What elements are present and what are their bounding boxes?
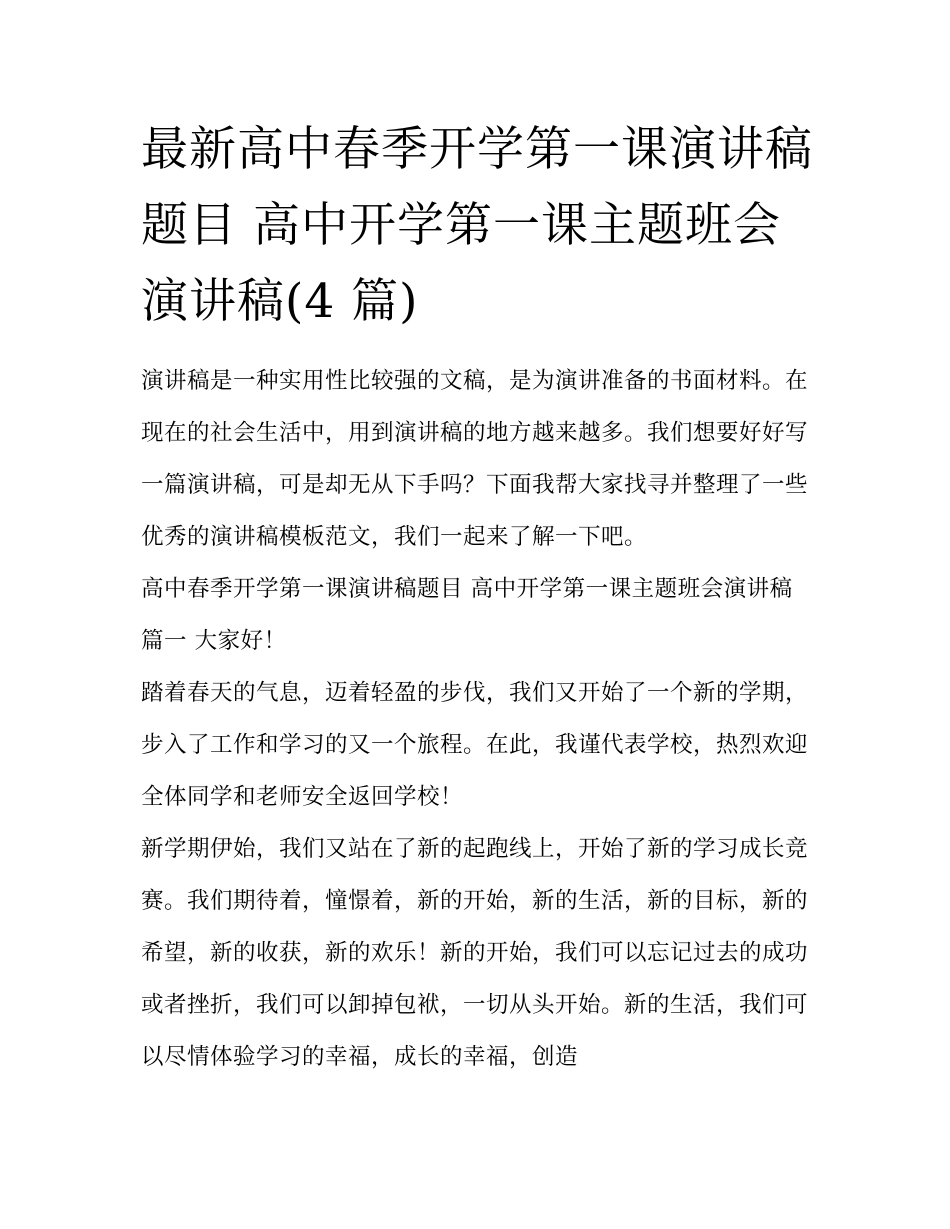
document-content [141,112,813,1083]
document-body [141,355,813,1083]
section-heading-paragraph: 高中春季开学第一课演讲稿题目 高中开学第一课主题班会演讲稿篇一 大家好！ [141,576,793,654]
document-title: 最新高中春季开学第一课演讲稿题目 高中开学第一课主题班会演讲稿(4 篇) [141,122,813,329]
body-paragraph: 踏着春天的气息，迈着轻盈的步伐，我们又开始了一个新的学期，步入了工作和学习的又一个旅程。在此，我谨代表学校，热烈欢迎全体同学和老师安全返回学校！ [141,680,809,810]
intro-paragraph: 演讲稿是一种实用性比较强的文稿，是为演讲准备的书面材料。在现在的社会生活中，用到演讲稿的地方越来越多。我们想要好好写一篇演讲稿，可是却无从下手吗？下面我帮大家找寻并整理了一些优秀的演讲稿模板范文，我们一起来了解一下吧。 [141,368,809,550]
body-paragraph: 新学期伊始，我们又站在了新的起跑线上，开始了新的学习成长竞赛。我们期待着，憧憬着，新的开始，新的生活，新的目标，新的希望，新的收获，新的欢乐！新的开始，我们可以忘记过去的成功或者挫折，我们可以卸掉包袱，一切从头开始。新的生活，我们可以尽情体验学习的幸福，成长的幸福，创造 [141,836,809,1070]
